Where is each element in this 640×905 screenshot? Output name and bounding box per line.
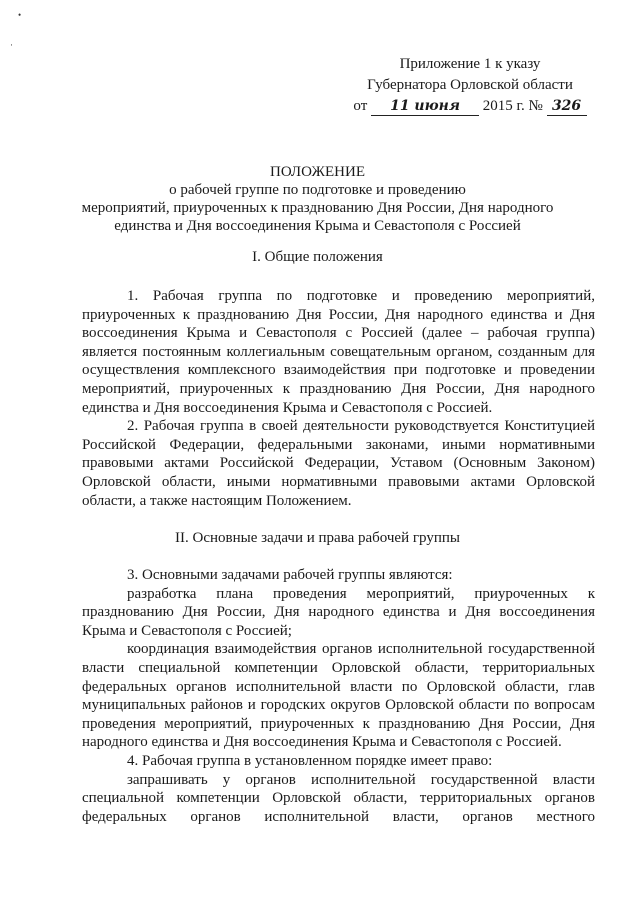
- scan-mark: •: [18, 10, 22, 20]
- approval-date-underline: [371, 98, 479, 116]
- paragraph-3a: разработка плана проведения мероприятий, приуроченных к празднованию Дня России, Дня народного единства и Дня воссоединения Крыма и Севастополя с Россией;: [82, 585, 595, 639]
- title-line1: о рабочей группе по подготовке и проведению: [169, 182, 466, 198]
- title-line2: мероприятий, приуроченных к празднованию Дня России, Дня народного: [81, 200, 554, 216]
- scan-mark: ·: [10, 40, 13, 50]
- approval-prefix: от: [353, 98, 368, 114]
- paragraph-3: 3. Основными задачами рабочей группы являются:: [127, 567, 453, 583]
- title-heading: ПОЛОЖЕНИЕ: [270, 164, 365, 180]
- section2-body: [82, 566, 595, 826]
- section1-body: [82, 287, 595, 510]
- document-title: [40, 163, 595, 235]
- section1-heading: I. Общие положения: [252, 249, 383, 265]
- approval-number-underline: [547, 98, 587, 116]
- paragraph-4a: запрашивать у органов исполнительной государственной власти специальной компетенции Орловской области, территориальных органов федеральных органов исполнительной власти, органов местного: [82, 771, 595, 825]
- approval-number-sign: №: [528, 98, 543, 114]
- approval-block: [340, 54, 600, 117]
- paragraph-3b: координация взаимодействия органов исполнительной государственной власти специальной компетенции Орловской области, территориальных федеральных органов исполнительной власти по Орловской области, глав муниципальных районов и городских округов Орловской области по вопросам проведения мероприятий, приуроченных к празднованию Дня России, Дня народного единства и Дня воссоединения Крыма и Севастополя с Россией.: [82, 641, 595, 751]
- title-line3: единства и Дня воссоединения Крыма и Севастополя с Россией: [114, 218, 521, 234]
- approval-line2: Губернатора Орловской области: [367, 77, 573, 93]
- approval-date-line: [340, 96, 600, 117]
- paragraph-2: 2. Рабочая группа в своей деятельности руководствуется Конституцией Российской Федерации, федеральными законами, иными нормативными правовыми актами Российской Федерации, Уставом (Основным Законом) Орловской области, иными нормативными правовыми актами Орловской области, а также настоящим Положением.: [82, 418, 595, 509]
- approval-year: 2015 г.: [482, 98, 525, 114]
- handwritten-number: 326: [551, 98, 582, 114]
- handwritten-date: 11 июня: [390, 98, 460, 114]
- paragraph-1: 1. Рабочая группа по подготовке и проведению мероприятий, приуроченных к празднованию Дня России, Дня народного единства и Дня воссоединения Крыма и Севастополя с Россией (далее – рабочая группа) является постоянным коллегиальным совещательным органом, созданным для осуществления комплексного взаимодействия при подготовке и проведении мероприятий, приуроченных к празднованию Дня России, Дня народного единства и Дня воссоединения Крыма и Севастополя с Россией.: [82, 288, 595, 416]
- section2-heading: II. Основные задачи и права рабочей группы: [175, 530, 460, 546]
- approval-line1: Приложение 1 к указу: [399, 56, 541, 72]
- paragraph-4: 4. Рабочая группа в установленном порядке имеет право:: [127, 752, 493, 769]
